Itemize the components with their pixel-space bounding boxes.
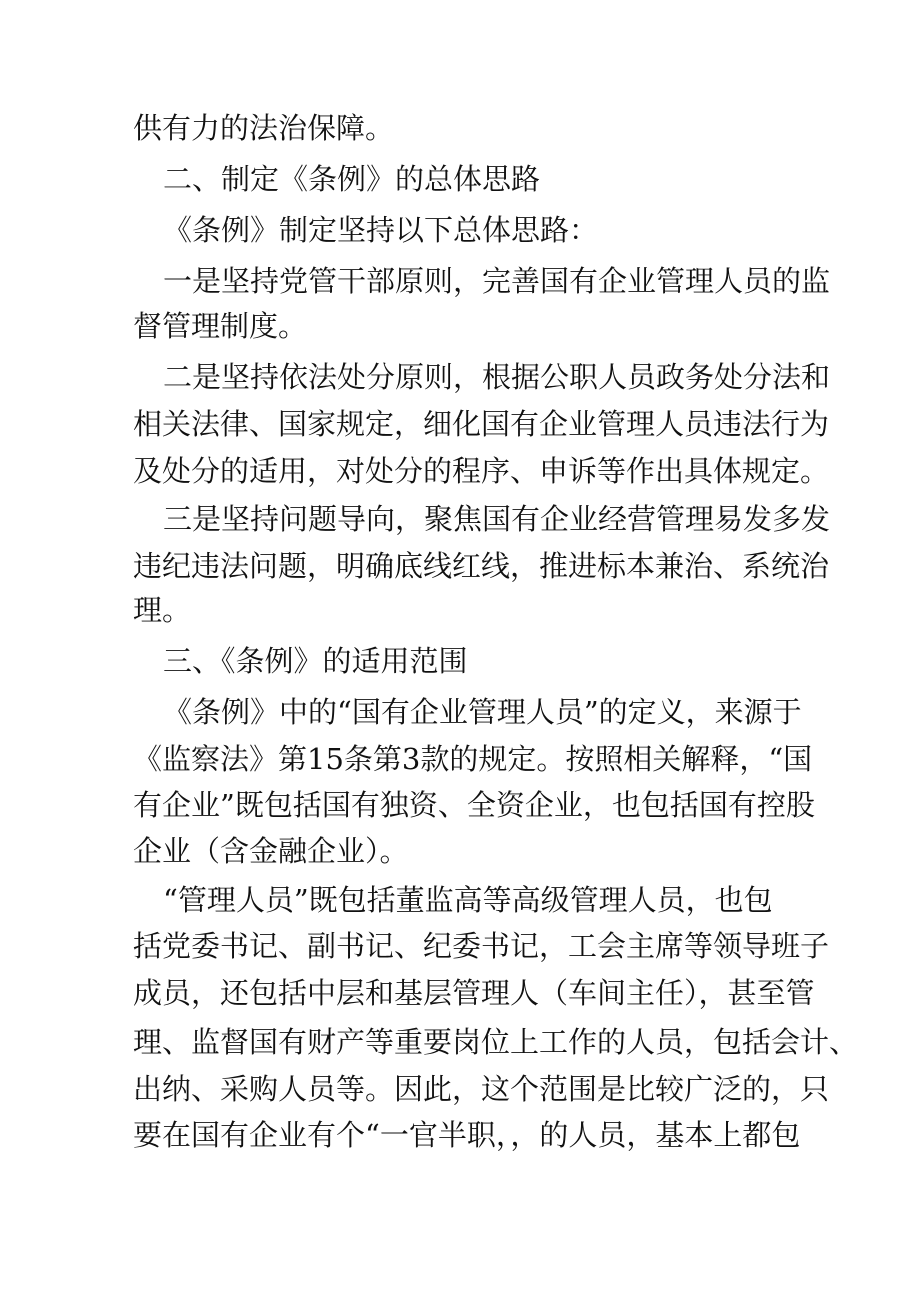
text-line: 违纪违法问题，明确底线红线，推进标本兼治、系统治 xyxy=(133,549,830,583)
text-line: 理、监督国有财产等重要岗位上工作的人员，包括会计、 xyxy=(133,1025,859,1059)
text-line: 三是坚持问题导向，聚焦国有企业经营管理易发多发 xyxy=(163,502,831,536)
text-line: 成员，还包括中层和基层管理人（车间主任），甚至管 xyxy=(133,976,815,1010)
text-line: 《监察法》第15条第3款的规定。按照相关解释，“国 xyxy=(133,742,813,776)
text-line: 有企业”既包括国有独资、全资企业，也包括国有控股 xyxy=(133,788,815,822)
text-line: 二是坚持依法处分原则，根据公职人员政务处分法和 xyxy=(163,360,831,394)
text-line: 要在国有企业有个“一官半职，，的人员，基本上都包 xyxy=(133,1118,801,1152)
text-line: 理。 xyxy=(133,593,192,627)
text-line: 及处分的适用，对处分的程序、申诉等作出具体规定。 xyxy=(133,454,830,488)
text-line: 括党委书记、副书记、纪委书记，工会主席等领导班子 xyxy=(133,929,830,963)
text-line: 《条例》制定坚持以下总体思路： xyxy=(163,213,599,247)
section-heading: 三、《条例》的适用范围 xyxy=(163,644,468,678)
text-line: 相关法律、国家规定，细化国有企业管理人员违法行为 xyxy=(133,407,830,441)
text-line: 供有力的法治保障。 xyxy=(133,111,395,145)
text-line: 一是坚持党管干部原则，完善国有企业管理人员的监 xyxy=(163,264,831,298)
text-line: “管理人员”既包括董监高等高级管理人员，也包 xyxy=(163,883,773,917)
text-line: 督管理制度。 xyxy=(133,309,308,343)
text-line: 企业（含金融企业）。 xyxy=(133,834,409,868)
section-heading: 二、制定《条例》的总体思路 xyxy=(163,162,541,196)
text-line: 《条例》中的“国有企业管理人员”的定义，来源于 xyxy=(163,695,802,729)
text-line: 出纳、采购人员等。因此，这个范围是比较广泛的，只 xyxy=(133,1072,830,1106)
